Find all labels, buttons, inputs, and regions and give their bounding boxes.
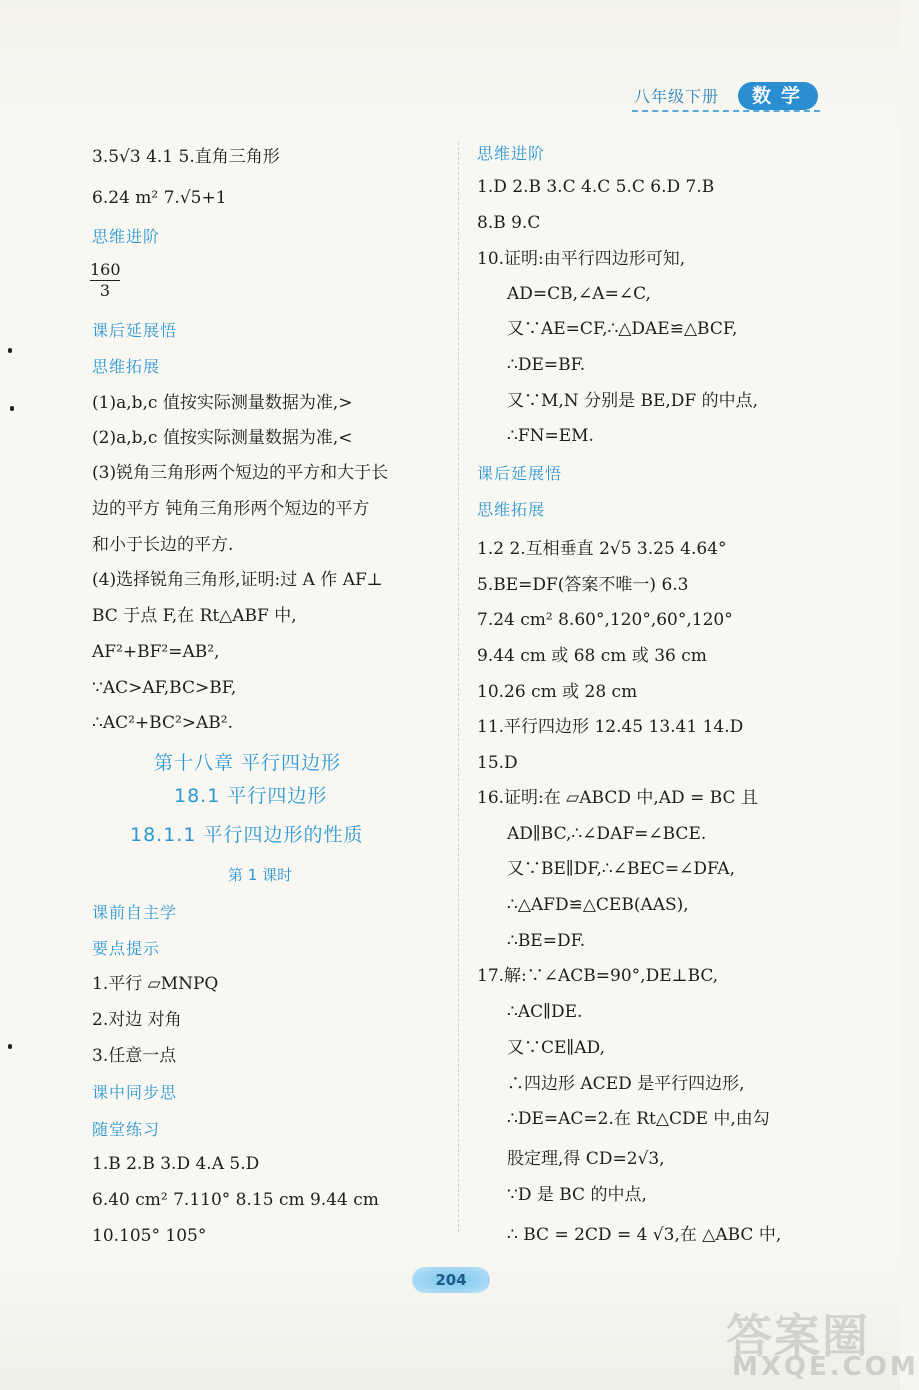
answer-line: ∵D 是 BC 的中点, bbox=[507, 1185, 647, 1205]
answer-line: 6.24 m² 7.√5+1 bbox=[92, 188, 227, 208]
header-grade: 八年级下册 bbox=[634, 87, 720, 106]
answer-line: 1.D 2.B 3.C 4.C 5.C 6.D 7.B bbox=[477, 177, 715, 197]
answer-line: AD=CB,∠A=∠C, bbox=[507, 284, 651, 304]
answer-line: ∴FN=EM. bbox=[507, 426, 594, 446]
watermark-url: MXQE.COM bbox=[732, 1352, 919, 1382]
answer-line: ∴四边形 ACED 是平行四边形, bbox=[507, 1074, 745, 1094]
answer-line: 1.2 2.互相垂直 2√5 3.25 4.64° bbox=[477, 539, 727, 559]
answer-line: 1.平行 ▱MNPQ bbox=[92, 974, 219, 994]
answer-line: 5.BE=DF(答案不唯一) 6.3 bbox=[477, 575, 689, 595]
answer-line: ∴△AFD≌△CEB(AAS), bbox=[507, 895, 689, 915]
answer-line: ∴DE=BF. bbox=[507, 355, 586, 375]
answer-line: ∵AC>AF,BC>BF, bbox=[92, 678, 237, 698]
watermark-text: 答案圈 bbox=[726, 1309, 870, 1363]
answer-line: 股定理,得 CD=2√3, bbox=[507, 1149, 665, 1169]
answer-line: ∴DE=AC=2.在 Rt△CDE 中,由勾 bbox=[507, 1109, 770, 1129]
answer-line: 8.B 9.C bbox=[477, 213, 541, 233]
answer-line: 17.解:∵∠ACB=90°,DE⊥BC, bbox=[477, 966, 719, 986]
answer-line: (2)a,b,c 值按实际测量数据为准,< bbox=[92, 428, 353, 448]
answer-line: 边的平方 钝角三角形两个短边的平方 bbox=[92, 499, 370, 519]
answer-line: 又∵CE∥AD, bbox=[507, 1038, 605, 1058]
answer-line: (3)锐角三角形两个短边的平方和大于长 bbox=[92, 463, 389, 483]
section-heading: 思维拓展 bbox=[477, 500, 546, 519]
answer-line: 6.40 cm² 7.110° 8.15 cm 9.44 cm bbox=[92, 1190, 379, 1210]
fraction-answer bbox=[90, 260, 120, 301]
answer-line: AF²+BF²=AB², bbox=[92, 642, 220, 662]
answer-line: ∴ BC = 2CD = 4 √3,在 △ABC 中, bbox=[507, 1225, 782, 1245]
answer-line: 10.26 cm 或 28 cm bbox=[477, 682, 638, 702]
answer-line: 3.任意一点 bbox=[92, 1046, 177, 1066]
answer-line: 15.D bbox=[477, 753, 518, 773]
chapter-title: 第十八章 平行四边形 bbox=[154, 752, 342, 774]
section-heading: 课后延展悟 bbox=[477, 464, 563, 483]
header-underline bbox=[632, 110, 820, 112]
answer-line: 又∵M,N 分别是 BE,DF 的中点, bbox=[507, 391, 759, 411]
section-heading: 思维拓展 bbox=[92, 357, 161, 376]
answer-line: 7.24 cm² 8.60°,120°,60°,120° bbox=[477, 610, 733, 630]
answer-line: 10.105° 105° bbox=[92, 1226, 207, 1246]
margin-mark bbox=[8, 1044, 12, 1049]
lesson-title: 第 1 课时 bbox=[228, 866, 293, 884]
answer-line: 又∵BE∥DF,∴∠BEC=∠DFA, bbox=[507, 859, 736, 879]
answer-line: AD∥BC,∴∠DAF=∠BCE. bbox=[507, 824, 707, 844]
section-heading: 要点提示 bbox=[92, 939, 161, 958]
answer-line: BC 于点 F,在 Rt△ABF 中, bbox=[92, 606, 297, 626]
section-heading: 思维进阶 bbox=[92, 227, 161, 246]
column-divider bbox=[458, 142, 459, 1232]
answer-line: 1.B 2.B 3.D 4.A 5.D bbox=[92, 1154, 260, 1174]
answer-line: ∴AC∥DE. bbox=[507, 1002, 583, 1022]
answer-line: 3.5√3 4.1 5.直角三角形 bbox=[92, 147, 280, 167]
answer-line: (1)a,b,c 值按实际测量数据为准,> bbox=[92, 393, 353, 413]
answer-line: 11.平行四边形 12.45 13.41 14.D bbox=[477, 717, 744, 737]
section-heading: 随堂练习 bbox=[92, 1120, 161, 1139]
fraction-denominator: 3 bbox=[99, 281, 111, 300]
answer-line: 10.证明:由平行四边形可知, bbox=[477, 249, 686, 269]
answer-line: ∴AC²+BC²>AB². bbox=[92, 713, 234, 733]
answer-line: 9.44 cm 或 68 cm 或 36 cm bbox=[477, 646, 707, 666]
margin-mark bbox=[8, 348, 12, 353]
fraction-numerator: 160 bbox=[90, 260, 121, 279]
section-heading: 课前自主学 bbox=[92, 903, 178, 922]
page-number: 204 bbox=[412, 1267, 490, 1293]
subsection-title: 18.1.1 平行四边形的性质 bbox=[130, 824, 364, 846]
answer-line: 16.证明:在 ▱ABCD 中,AD = BC 且 bbox=[477, 788, 758, 808]
watermark-logo bbox=[726, 1300, 919, 1390]
answer-line: ∴BE=DF. bbox=[507, 931, 586, 951]
answer-line: 2.对边 对角 bbox=[92, 1010, 182, 1030]
answer-line: (4)选择锐角三角形,证明:过 A 作 AF⊥ bbox=[92, 570, 383, 590]
section-heading: 思维进阶 bbox=[477, 144, 546, 163]
section-heading: 课中同步思 bbox=[92, 1083, 178, 1102]
section-heading: 课后延展悟 bbox=[92, 321, 178, 340]
answer-line: 和小于长边的平方. bbox=[92, 535, 234, 555]
answer-line: 又∵AE=CF,∴△DAE≌△BCF, bbox=[507, 319, 738, 339]
margin-mark bbox=[10, 406, 14, 411]
section-title: 18.1 平行四边形 bbox=[174, 785, 328, 807]
header-subject-badge: 数学 bbox=[738, 82, 818, 110]
